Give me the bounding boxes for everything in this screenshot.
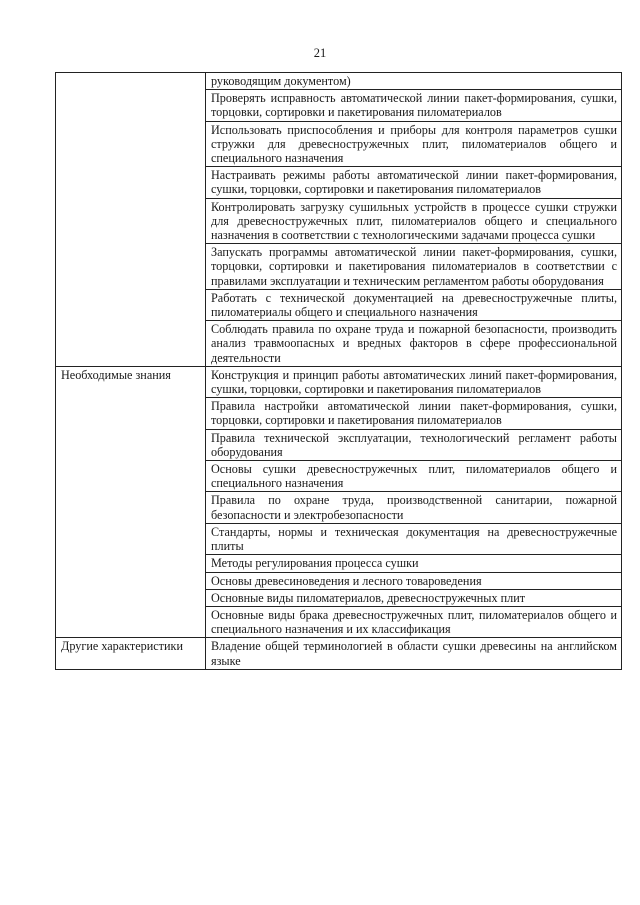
table-cell: Использовать приспособления и приборы для контроля параметров сушки стружки для древесностружечных плит, пиломатериалов общего и специального назначения bbox=[206, 121, 622, 167]
table-cell: Основные виды пиломатериалов, древесностружечных плит bbox=[206, 589, 622, 606]
table-row bbox=[56, 366, 622, 397]
table-cell: Правила по охране труда, производственной санитарии, пожарной безопасности и электробезопасности bbox=[206, 492, 622, 523]
table-cell: Правила технической эксплуатации, технологический регламент работы оборудования bbox=[206, 429, 622, 460]
table-cell: Методы регулирования процесса сушки bbox=[206, 555, 622, 572]
table-cell: Соблюдать правила по охране труда и пожарной безопасности, производить анализ травмоопасных и вредных факторов в сфере профессиональной деятельности bbox=[206, 321, 622, 367]
requirements-table bbox=[55, 72, 622, 670]
table-cell: Владение общей терминологией в области сушки древесины на английском языке bbox=[206, 638, 622, 669]
row-label-other: Другие характеристики bbox=[61, 639, 183, 654]
row-label-cell bbox=[56, 638, 206, 669]
table-cell: Работать с технической документацией на древесностружечные плиты, пиломатериалы общего и специального назначения bbox=[206, 289, 622, 320]
row-label-cell bbox=[56, 366, 206, 637]
page-number: 21 bbox=[313, 46, 327, 60]
table-cell: Запускать программы автоматической линии пакет-формирования, сушки, торцовки, сортировки и пакетирования пиломатериалов в соответствии с правилами эксплуатации и техническим регламентом работы оборудования bbox=[206, 244, 622, 290]
table-row bbox=[56, 638, 622, 669]
table-cell: Основные виды брака древесностружечных плит, пиломатериалов общего и специального назначения и их классификация bbox=[206, 606, 622, 637]
row-label-cell bbox=[56, 73, 206, 367]
table-cell: Стандарты, нормы и техническая документация на древесностружечные плиты bbox=[206, 523, 622, 554]
table-cell: Проверять исправность автоматической линии пакет-формирования, сушки, торцовки, сортировки и пакетирования пиломатериалов bbox=[206, 90, 622, 121]
row-label-knowledge: Необходимые знания bbox=[61, 367, 171, 382]
table-cell: Контролировать загрузку сушильных устройств в процессе сушки стружки для древесностружечных плит, пиломатериалов общего и специального назначения в соответствии с технологическими задачами процесса сушки bbox=[206, 198, 622, 244]
table-cell: Основы сушки древесностружечных плит, пиломатериалов общего и специального назначения bbox=[206, 461, 622, 492]
table-cell: Конструкция и принцип работы автоматических линий пакет-формирования, сушки, торцовки, сортировки и пакетирования пиломатериалов bbox=[206, 366, 622, 397]
table-row bbox=[56, 73, 622, 90]
table-cell: руководящим документом) bbox=[206, 73, 622, 90]
table-cell: Настраивать режимы работы автоматической линии пакет-формирования, сушки, торцовки, сортировки и пакетирования пиломатериалов bbox=[206, 167, 622, 198]
table-cell: Правила настройки автоматической линии пакет-формирования, сушки, торцовки, сортировки и пакетирования пиломатериалов bbox=[206, 398, 622, 429]
table-cell: Основы древесиноведения и лесного товароведения bbox=[206, 572, 622, 589]
